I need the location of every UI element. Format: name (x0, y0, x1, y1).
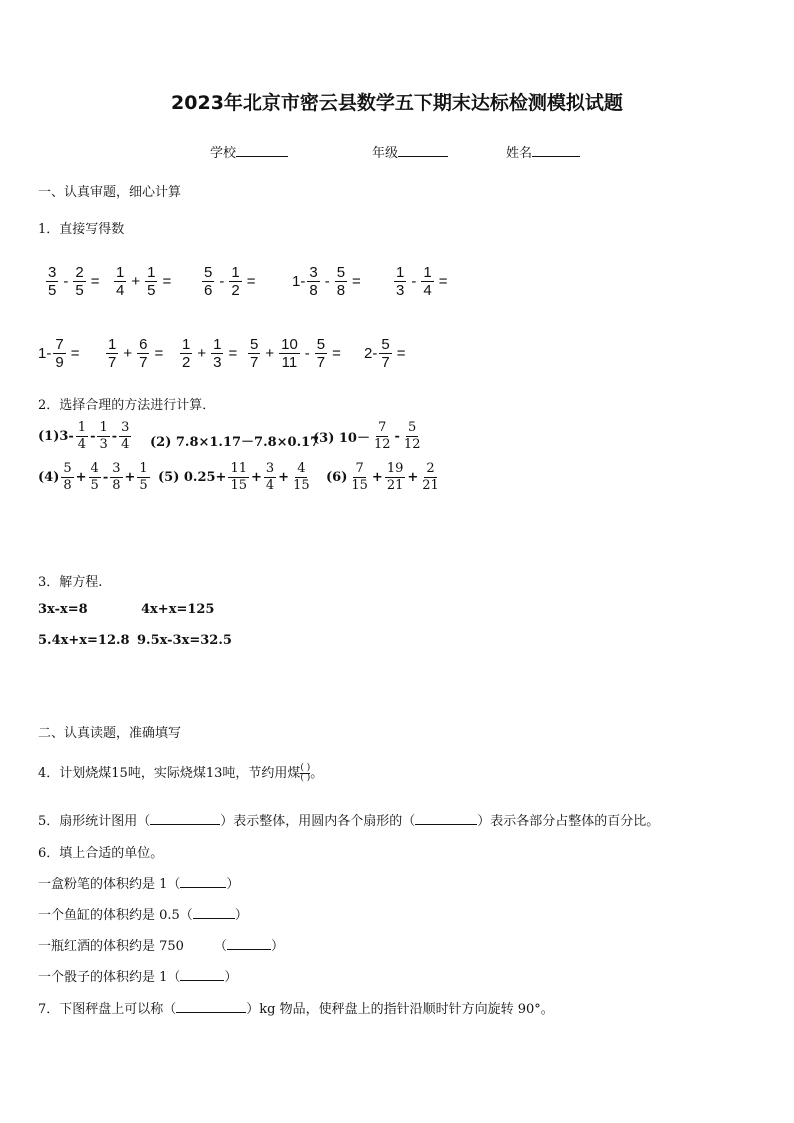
q6-label: 6．填上合适的单位。 (38, 846, 164, 861)
grade-label: 年级 (372, 146, 399, 161)
q1-expr: $\frac{1}{3}$ - $\frac{1}{4}$ = (396, 264, 448, 299)
q2-item-4: (4) $\frac{5}{8}$ + $\frac{4}{5}$ - $\frac{3}{8}$ + $\frac{1}{5}$ (38, 461, 148, 493)
page-title: 2023年北京市密云县数学五下期末达标检测模拟试题 (171, 92, 623, 114)
q1-expr: $\frac{5}{6}$ - $\frac{1}{2}$ = (204, 264, 256, 299)
equation: 9.5x-3x=32.5 (137, 633, 232, 648)
school-blank[interactable] (236, 143, 288, 157)
q1-expr: $\frac{1}{4}$ + $\frac{1}{5}$ = (116, 264, 172, 299)
q6-item: 一瓶红酒的体积约是 750 （ ） (38, 935, 284, 954)
q3-label: 3．解方程. (38, 575, 103, 590)
q2-label: 2．选择合理的方法进行计算． (38, 398, 216, 413)
equation: 3x-x=8 (38, 602, 88, 617)
name-label: 姓名 (506, 146, 533, 161)
q1-expr: 1- $\frac{3}{8}$ - $\frac{5}{8}$ = (292, 264, 361, 299)
unit-blank[interactable] (180, 874, 226, 888)
q7: 7．下图秤盘上可以称（ ）kg 物品，使秤盘上的指针沿顺时针方向旋转 90°。 (38, 998, 554, 1017)
q2-item-3: (3) 10－ $\frac{7}{12}$ - $\frac{5}{12}$ (313, 420, 421, 452)
unit-blank[interactable] (227, 936, 271, 950)
q5: 5．扇形统计图用（ ）表示整体，用圆内各个扇形的（ ）表示各部分占整体的百分比。 (38, 810, 659, 829)
q1-expr: 1- $\frac{7}{9}$ = (38, 336, 80, 371)
q6-item: 一盒粉笔的体积约是 1（ ） (38, 873, 239, 892)
q1-expr: $\frac{1}{7}$ + $\frac{6}{7}$ = (108, 336, 164, 371)
unit-blank[interactable] (193, 905, 235, 919)
name-blank[interactable] (532, 143, 580, 157)
grade-field[interactable] (372, 142, 448, 161)
school-field[interactable] (210, 142, 288, 161)
q2-item-1: (1)3- $\frac{1}{4}$ - $\frac{1}{3}$ - $\frac{3}{4}$ (38, 420, 130, 452)
q2-item-2: (2) 7.8×1.17－7.8×0.17 (150, 435, 320, 450)
q5-blank-2[interactable] (415, 811, 477, 825)
q1-expr: 2- $\frac{5}{7}$ = (364, 336, 406, 371)
school-label: 学校 (210, 146, 237, 161)
section1-heading: 一、认真审题，细心计算 (38, 185, 182, 200)
grade-blank[interactable] (398, 143, 448, 157)
q1-expr: $\frac{3}{5}$ - $\frac{2}{5}$ = (48, 264, 100, 299)
name-field[interactable] (506, 142, 580, 161)
equation: 4x+x=125 (141, 602, 215, 617)
equation: 5.4x+x=12.8 (38, 633, 130, 648)
q7-blank[interactable] (176, 999, 246, 1013)
q6-item: 一个骰子的体积约是 1（ ） (38, 966, 237, 985)
q1-expr: $\frac{5}{7}$ + $\frac{10}{11}$ - $\frac{5}{7}$ = (250, 336, 341, 371)
q2-item-6: (6) $\frac{7}{15}$ + $\frac{19}{21}$ + $\frac{2}{21}$ (326, 461, 439, 493)
q6-item: 一个鱼缸的体积约是 0.5（ ） (38, 904, 248, 923)
q1-expr: $\frac{1}{2}$ + $\frac{1}{3}$ = (182, 336, 238, 371)
unit-blank[interactable] (180, 967, 224, 981)
section2-heading: 二、认真读题，准确填写 (38, 726, 182, 741)
answer-fraction: ( ) ( ) (300, 763, 311, 783)
q1-label: 1．直接写得数 (38, 222, 125, 237)
q4: 4．计划烧煤15吨，实际烧煤13吨，节约用煤 ( ) ( ) 。 (38, 763, 324, 783)
q2-item-5: (5) 0.25+ $\frac{11}{15}$ + $\frac{3}{4}$ + $\frac{4}{15}$ (158, 461, 310, 493)
q5-blank-1[interactable] (150, 811, 220, 825)
